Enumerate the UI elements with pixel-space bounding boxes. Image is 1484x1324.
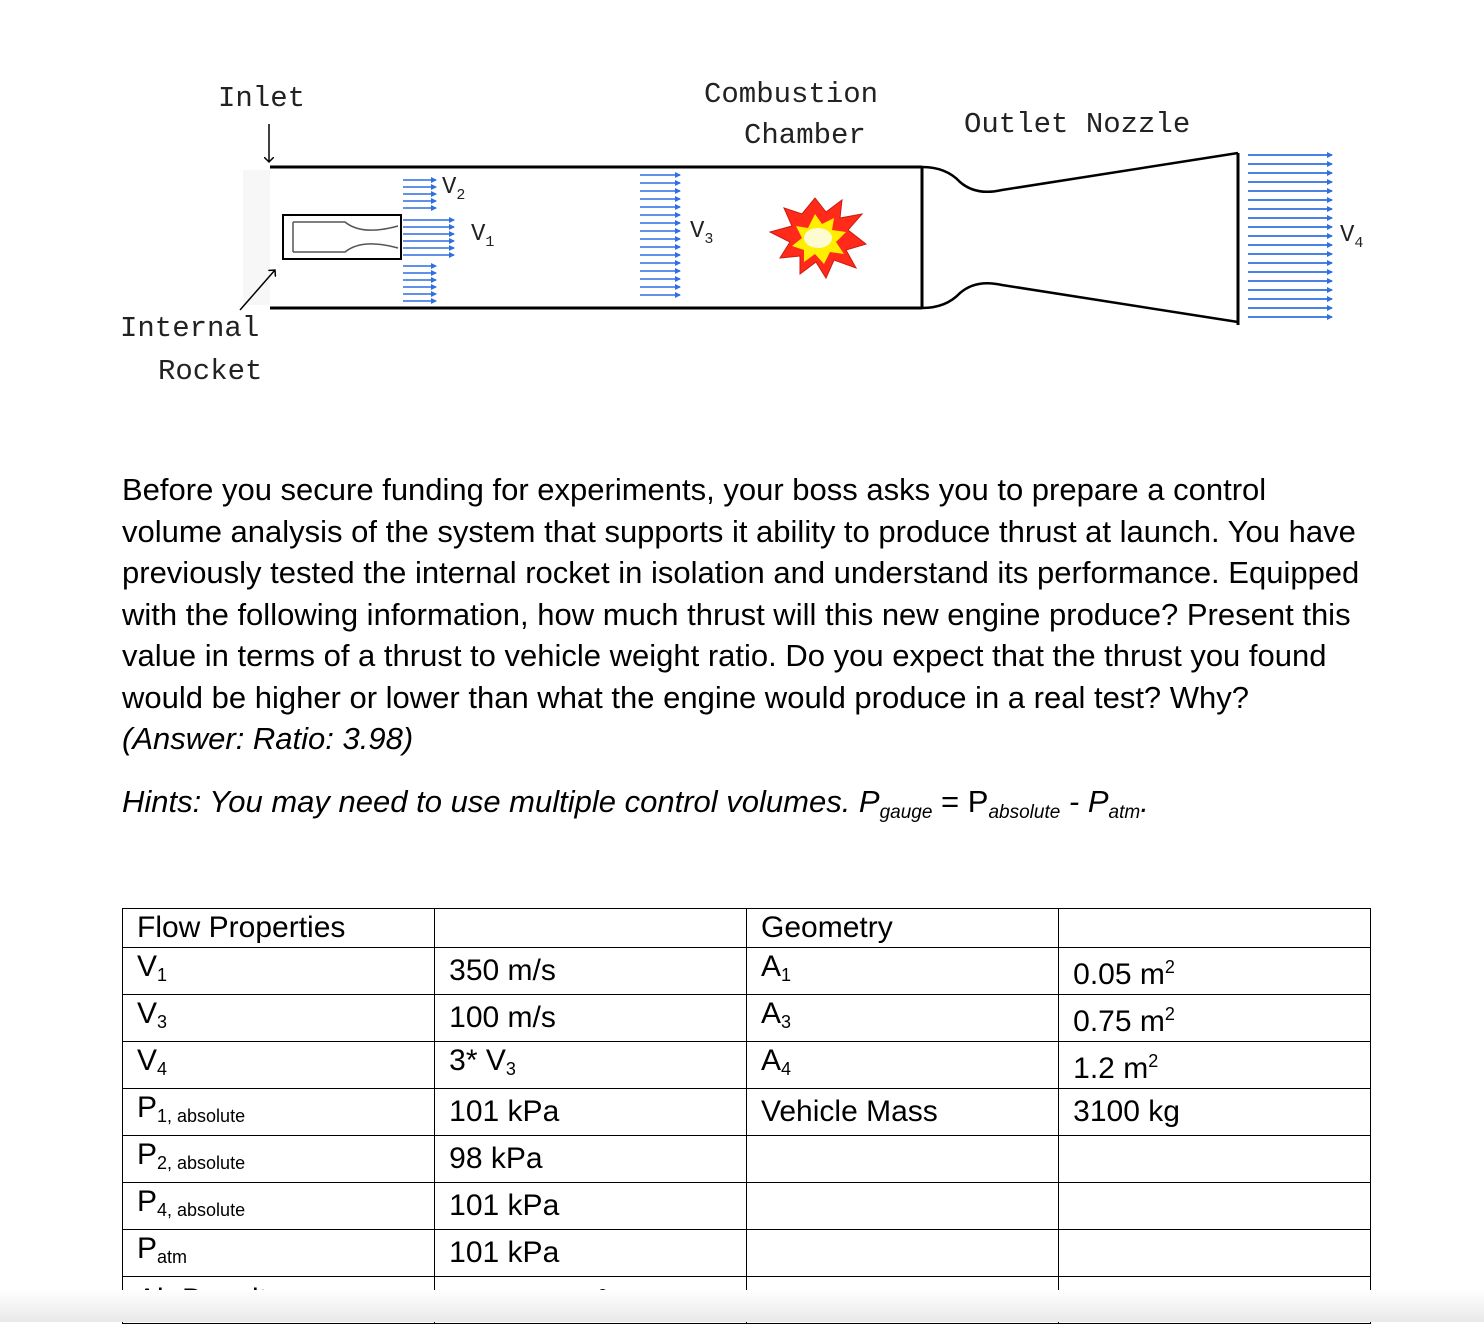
v3-label: $V_3$ (690, 218, 714, 248)
combustion-label: Combustion (704, 78, 879, 111)
rocket-label: Rocket (158, 355, 263, 388)
internal-rocket (283, 215, 401, 259)
inlet-opening (243, 170, 270, 305)
v1-flow-arrows (403, 220, 454, 255)
v4-label: $V_4$ (1340, 222, 1364, 252)
table-row: $V_4$ 3* $V_3$ $A_4$ 1.2 $m^2$ (123, 1042, 1371, 1089)
table-row (123, 909, 1371, 948)
outlet-nozzle-label: Outlet Nozzle (964, 108, 1191, 141)
chamber-label: Chamber (744, 119, 866, 152)
hints-line: Hints: You may need to use multiple control volumes. $P_{gauge} = P_{absolute} - P_{atm}$. (122, 784, 1149, 823)
inlet-label: Inlet (218, 82, 306, 115)
problem-text: Before you secure funding for experiments, your boss asks you to prepare a control volume analysis of the system that supports it ability to produce thrust at launch. You have previously tested the internal rocket in isolation and understand its performance. Equipped with the following information, how much thrust will this new engine produce? Present this value in terms of a thrust to vehicle weight ratio. Do you expect that the thrust you found would be higher or lower than what the engine would produce in a real test? Why? (122, 472, 1360, 715)
window-bottom-edge (0, 1290, 1484, 1322)
v2-label: $V_2$ (442, 174, 466, 204)
explosion-icon (770, 198, 866, 278)
table-row: $P_{atm}$ 101 kPa (123, 1230, 1371, 1277)
v1-label: $V_1$ (471, 221, 495, 251)
v3-flow-arrows (640, 175, 680, 295)
table-row: $P_{4, absolute}$ 101 kPa (123, 1183, 1371, 1230)
problem-statement (122, 469, 1372, 760)
v4-flow-arrows (1248, 155, 1332, 317)
properties-table (122, 908, 1371, 1324)
table-row: $P_{1, absolute}$ 101 kPa Vehicle Mass 3100 kg (123, 1089, 1371, 1136)
answer-text: (Answer: Ratio: 3.98) (122, 721, 414, 756)
flow-properties-header: Flow Properties (123, 909, 435, 948)
outlet-nozzle (922, 153, 1238, 325)
internal-label: Internal (120, 312, 260, 345)
table-row: $V_3$ 100 m/s $A_3$ 0.75 $m^2$ (123, 995, 1371, 1042)
table-row: $P_{2, absolute}$ 98 kPa (123, 1136, 1371, 1183)
geometry-header: Geometry (747, 909, 1059, 948)
table-row: $V_1$ 350 m/s $A_1$ 0.05 $m^2$ (123, 948, 1371, 995)
